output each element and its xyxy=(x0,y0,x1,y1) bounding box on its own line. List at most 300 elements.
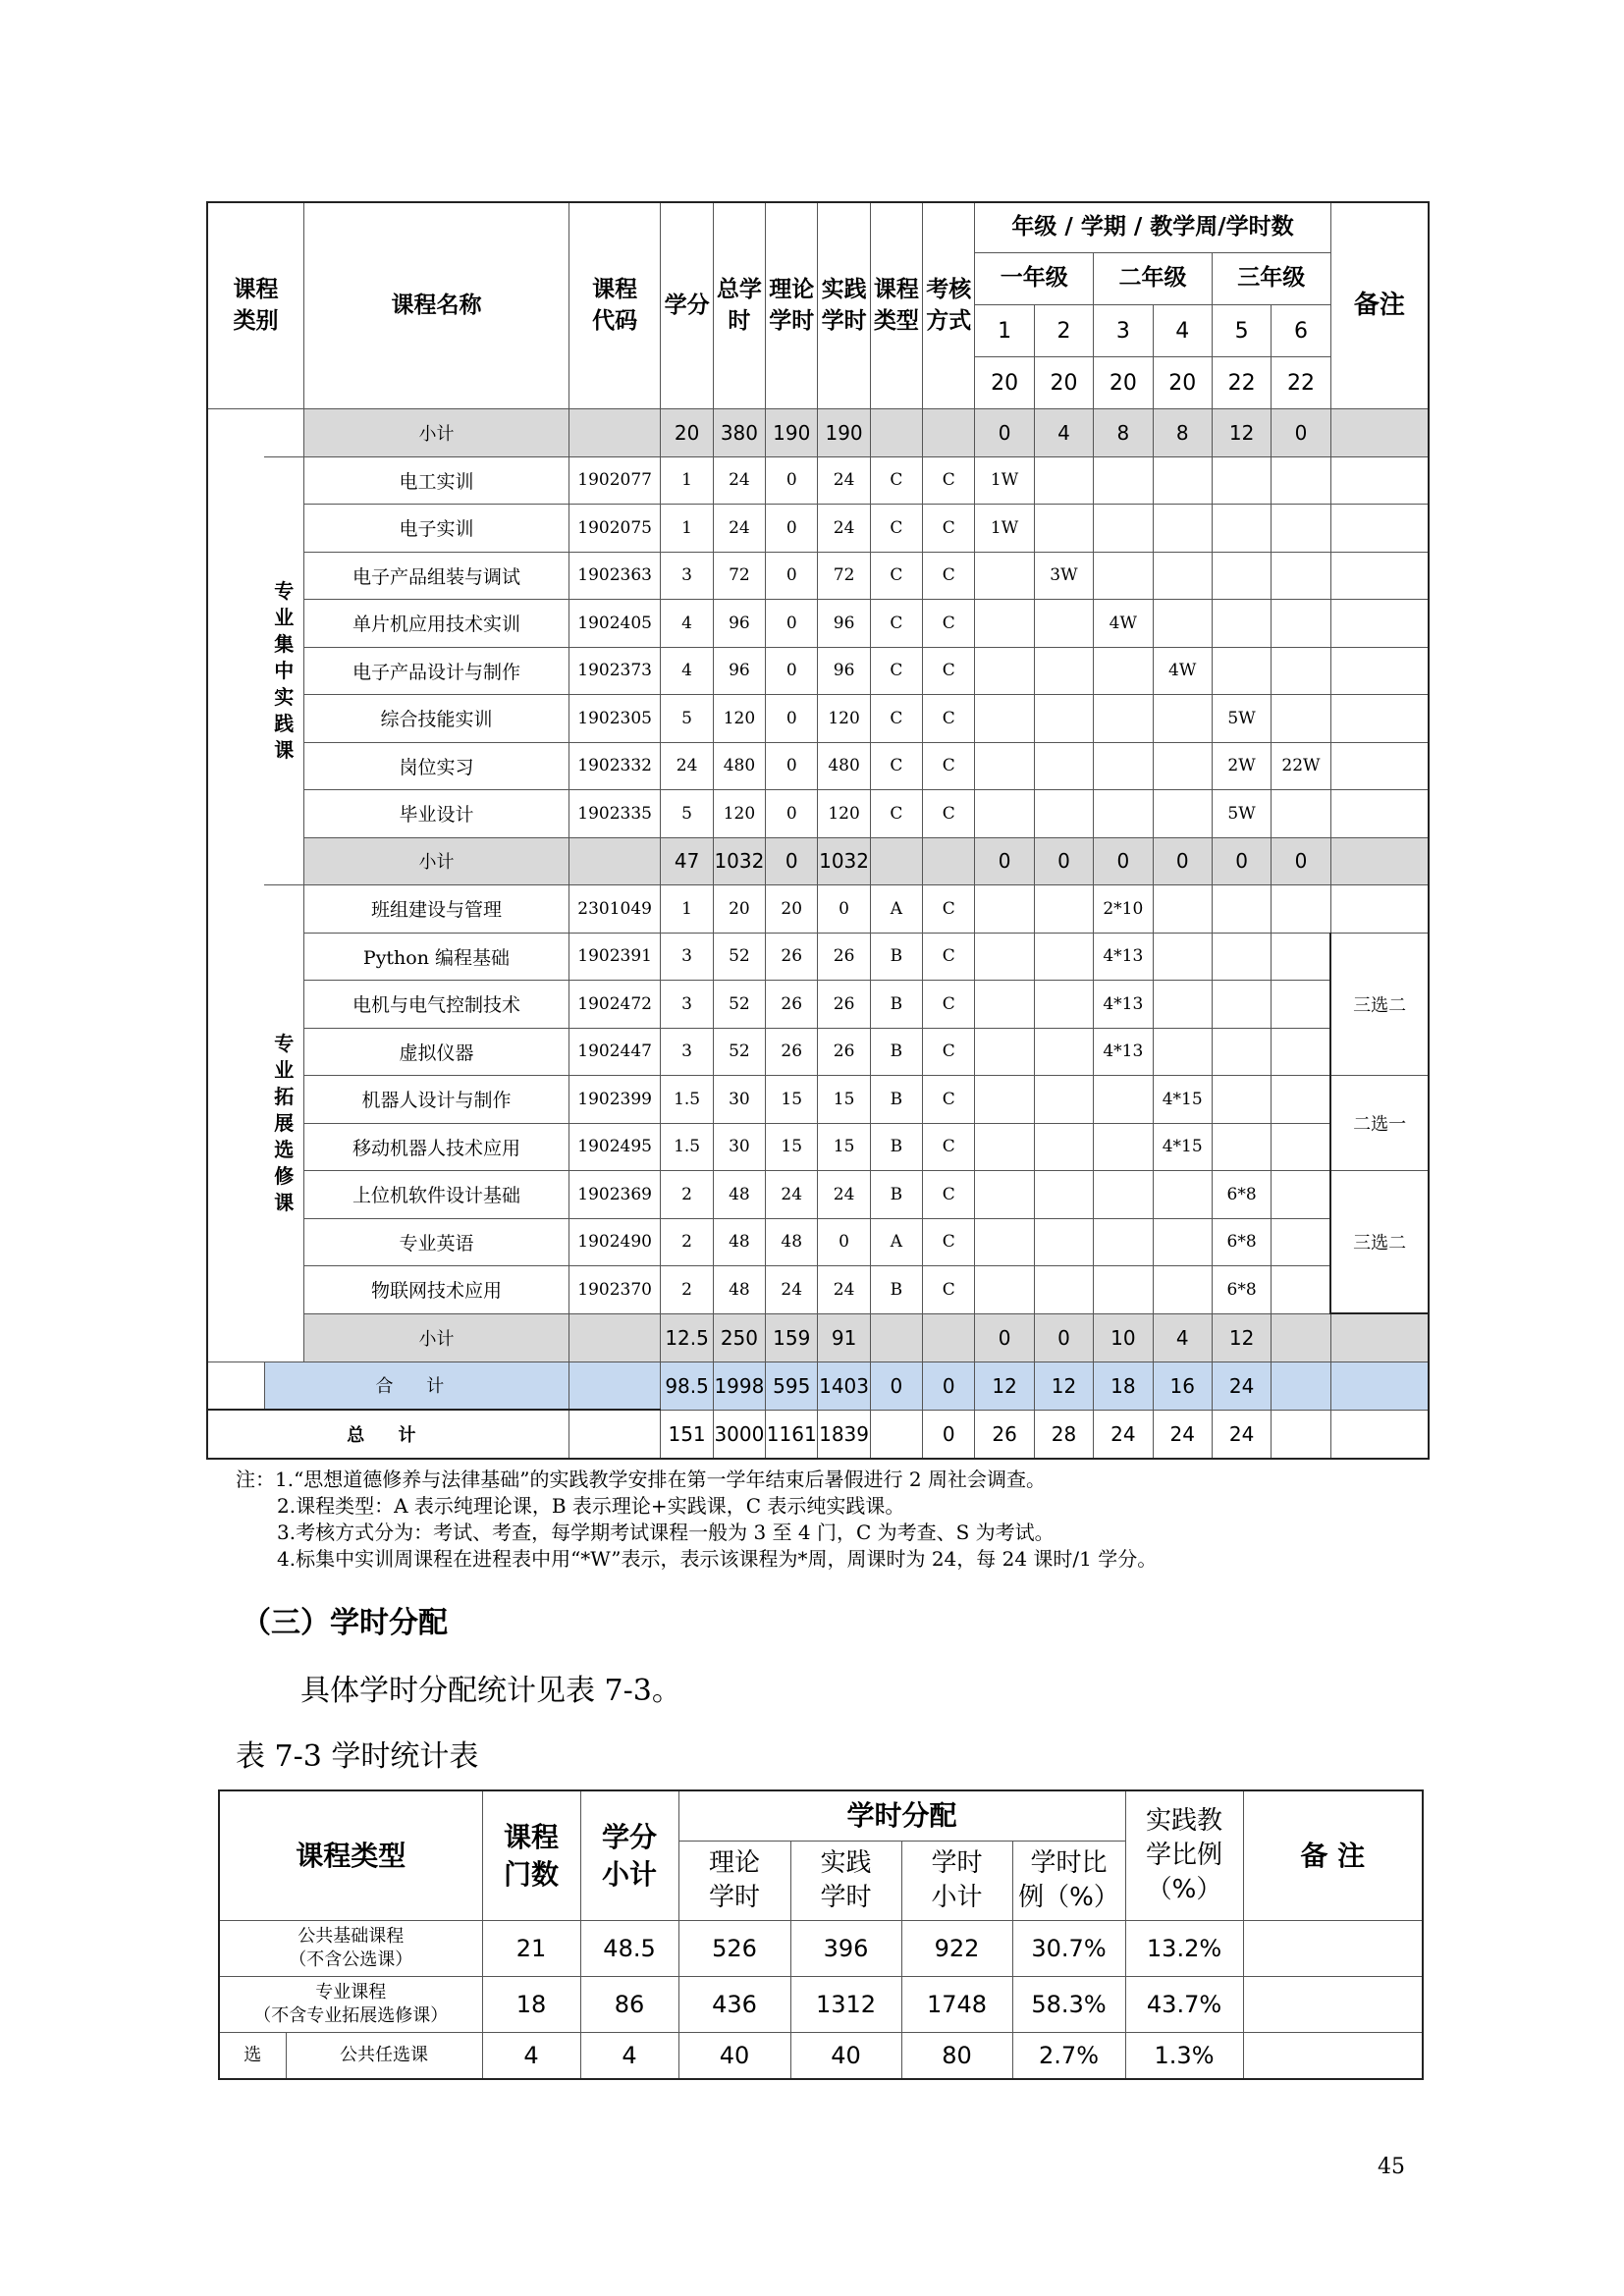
course-name: 电子产品组装与调试 xyxy=(304,552,569,600)
category-gutter xyxy=(264,409,303,457)
cell-term xyxy=(1272,1028,1330,1076)
cell-theory-hours: 15 xyxy=(766,1076,818,1124)
header-weeks: 20 xyxy=(1153,357,1212,409)
cell-credits: 12.5 xyxy=(661,1313,713,1362)
cell-term xyxy=(1094,1076,1153,1124)
cell-credits: 98.5 xyxy=(661,1362,713,1410)
table-row xyxy=(207,790,1429,838)
cell-term: 0 xyxy=(975,1313,1034,1362)
cell-term xyxy=(1094,742,1153,790)
cell-term xyxy=(1212,456,1271,505)
cell-practice: 91 xyxy=(818,1313,870,1362)
header-credits: 学分 xyxy=(661,202,713,409)
cell-term: 12 xyxy=(1034,1362,1093,1410)
cell-practice-hours: 24 xyxy=(818,1266,870,1314)
cell-theory-hours: 26 xyxy=(766,981,818,1029)
table-caption: 表 7-3 学时统计表 xyxy=(236,1739,479,1774)
category-label: 专业集中实践课 xyxy=(264,456,303,885)
cell-code: 1902363 xyxy=(568,552,661,600)
cell-remark xyxy=(1330,837,1429,885)
course-name: Python 编程基础 xyxy=(304,933,569,981)
course-name: 岗位实习 xyxy=(304,742,569,790)
cell-credits: 1 xyxy=(661,885,713,934)
course-name: 物联网技术应用 xyxy=(304,1266,569,1314)
grand-total-label: 总 计 xyxy=(207,1410,568,1459)
cell-code xyxy=(568,1362,661,1410)
cell-remark xyxy=(1330,1362,1429,1410)
cell-total-hours: 120 xyxy=(713,790,765,838)
cell-term: 16 xyxy=(1153,1362,1212,1410)
t2-row-prefix: 选 xyxy=(219,2033,286,2080)
cell-assessment: C xyxy=(923,742,975,790)
t2-cell-practice-ratio: 13.2% xyxy=(1125,1921,1243,1977)
cell-total-hours: 120 xyxy=(713,695,765,743)
header-weeks: 20 xyxy=(1094,357,1153,409)
cell-term xyxy=(1212,647,1271,695)
subtotal-label: 小计 xyxy=(304,837,569,885)
cell-term xyxy=(1034,981,1093,1029)
subtotal-label: 小计 xyxy=(304,1313,569,1362)
cell-course-type xyxy=(870,1313,922,1362)
cell-assessment: C xyxy=(923,1266,975,1314)
cell-theory-hours: 0 xyxy=(766,552,818,600)
cell-code: 1902369 xyxy=(568,1171,661,1219)
header-term: 1 xyxy=(975,305,1034,357)
cell-term xyxy=(1212,552,1271,600)
t2-cell-subtotal: 80 xyxy=(901,2033,1012,2080)
cell-term: 6*8 xyxy=(1212,1266,1271,1314)
cell-assessment xyxy=(923,1313,975,1362)
cell-course-type: B xyxy=(870,1171,922,1219)
cell-term: 28 xyxy=(1034,1410,1093,1459)
cell-remark xyxy=(1330,409,1429,457)
cell-term xyxy=(975,933,1034,981)
cell-code: 2301049 xyxy=(568,885,661,934)
t2-cell-practice: 40 xyxy=(790,2033,901,2080)
cell-term xyxy=(1153,790,1212,838)
cell-practice-hours: 26 xyxy=(818,933,870,981)
header-course-type: 课程 类型 xyxy=(870,202,922,409)
cell-assessment: C xyxy=(923,552,975,600)
cell-term xyxy=(1094,505,1153,553)
cell-term xyxy=(1034,695,1093,743)
cell-remark: 三选二 xyxy=(1330,1171,1429,1314)
cell-term xyxy=(1272,1076,1330,1124)
cell-term xyxy=(1212,1076,1271,1124)
cell-course-type: C xyxy=(870,790,922,838)
cell-credits: 5 xyxy=(661,695,713,743)
cell-theory-hours: 15 xyxy=(766,1123,818,1171)
cell-term xyxy=(1272,1313,1330,1362)
table-row xyxy=(207,409,1429,457)
cell-term: 4 xyxy=(1034,409,1093,457)
cell-code: 1902305 xyxy=(568,695,661,743)
cell-term: 0 xyxy=(1094,837,1153,885)
cell-course-type xyxy=(870,837,922,885)
cell-term: 22W xyxy=(1272,742,1330,790)
cell-course-type: A xyxy=(870,885,922,934)
cell-term xyxy=(1034,505,1093,553)
cell-course-type: C xyxy=(870,456,922,505)
cell-theory: 1161 xyxy=(766,1410,818,1459)
cell-term xyxy=(1272,1171,1330,1219)
cell-assessment xyxy=(923,837,975,885)
cell-term: 10 xyxy=(1094,1313,1153,1362)
cell-assessment: C xyxy=(923,981,975,1029)
cell-term xyxy=(975,742,1034,790)
cell-term xyxy=(1094,1218,1153,1266)
course-name: 电工实训 xyxy=(304,456,569,505)
cell-code xyxy=(568,837,661,885)
cell-total-hours: 30 xyxy=(713,1123,765,1171)
cell-theory-hours: 26 xyxy=(766,933,818,981)
cell-term: 8 xyxy=(1153,409,1212,457)
header-weeks: 22 xyxy=(1272,357,1330,409)
cell-term: 0 xyxy=(1034,837,1093,885)
cell-term xyxy=(1212,1028,1271,1076)
t2-cell-remark xyxy=(1243,2033,1423,2080)
cell-theory: 0 xyxy=(766,837,818,885)
table-row xyxy=(207,885,1429,934)
cell-credits: 3 xyxy=(661,981,713,1029)
cell-credits: 3 xyxy=(661,1028,713,1076)
cell-term: 1W xyxy=(975,505,1034,553)
header-course-code: 课程 代码 xyxy=(568,202,661,409)
table-row xyxy=(207,505,1429,553)
cell-term: 0 xyxy=(1212,837,1271,885)
cell-term xyxy=(1153,885,1212,934)
cell-theory-hours: 0 xyxy=(766,600,818,648)
cell-term xyxy=(975,1076,1034,1124)
t2-cell-subtotal: 1748 xyxy=(901,1977,1012,2033)
cell-term xyxy=(975,885,1034,934)
cell-term xyxy=(1034,1123,1093,1171)
cell-total-hours: 20 xyxy=(713,885,765,934)
t2-cell-credits: 4 xyxy=(580,2033,678,2080)
cell-term xyxy=(975,1171,1034,1219)
category-gutter xyxy=(207,409,264,457)
cell-term xyxy=(1272,981,1330,1029)
cell-term xyxy=(1094,456,1153,505)
t2-cell-credits: 48.5 xyxy=(580,1921,678,1977)
cell-total: 1998 xyxy=(713,1362,765,1410)
course-name: 电子产品设计与制作 xyxy=(304,647,569,695)
cell-term: 24 xyxy=(1212,1410,1271,1459)
cell-total: 3000 xyxy=(713,1410,765,1459)
t2-cell-remark xyxy=(1243,1921,1423,1977)
cell-total-hours: 24 xyxy=(713,456,765,505)
cell-assessment: C xyxy=(923,456,975,505)
t2-header-hours-alloc: 学时分配 xyxy=(678,1790,1125,1842)
cell-code: 1902472 xyxy=(568,981,661,1029)
cell-course-type: C xyxy=(870,695,922,743)
cell-term xyxy=(975,600,1034,648)
cell-remark xyxy=(1330,695,1429,743)
cell-term xyxy=(1212,505,1271,553)
table-row xyxy=(207,1028,1429,1076)
cell-term: 4*13 xyxy=(1094,933,1153,981)
cell-total-hours: 96 xyxy=(713,600,765,648)
course-schedule-table xyxy=(206,201,1430,1460)
cell-term xyxy=(1272,790,1330,838)
cell-credits: 4 xyxy=(661,647,713,695)
cell-term: 12 xyxy=(975,1362,1034,1410)
cell-assess: 0 xyxy=(923,1410,975,1459)
cell-assessment: C xyxy=(923,695,975,743)
cell-total-hours: 48 xyxy=(713,1266,765,1314)
cell-theory-hours: 20 xyxy=(766,885,818,934)
cell-type: 0 xyxy=(870,1362,922,1410)
cell-term xyxy=(1094,552,1153,600)
cell-code: 1902405 xyxy=(568,600,661,648)
section-heading: （三）学时分配 xyxy=(242,1606,448,1640)
t2-cell-ratio: 30.7% xyxy=(1012,1921,1125,1977)
table-row xyxy=(207,1123,1429,1171)
cell-total-hours: 24 xyxy=(713,505,765,553)
table-row xyxy=(207,1266,1429,1314)
note-line: 4.标集中实训周课程在进程表中用“*W”表示，表示该课程为*周，周课时为 24，每 24 课时/1 学分。 xyxy=(277,1547,1158,1571)
cell-term xyxy=(1153,505,1212,553)
cell-term: 2W xyxy=(1212,742,1271,790)
cell-term xyxy=(1034,742,1093,790)
cell-theory-hours: 24 xyxy=(766,1171,818,1219)
table-row xyxy=(207,1218,1429,1266)
t2-cell-subtotal: 922 xyxy=(901,1921,1012,1977)
cell-total-hours: 52 xyxy=(713,1028,765,1076)
cell-practice-hours: 0 xyxy=(818,885,870,934)
t2-header-credits: 学分 小计 xyxy=(580,1790,678,1921)
table-row xyxy=(207,1362,1429,1410)
table-row xyxy=(207,552,1429,600)
header-practice-hours: 实践 学时 xyxy=(818,202,870,409)
header-term: 3 xyxy=(1094,305,1153,357)
header-category: 课程 类别 xyxy=(207,202,304,409)
cell-term: 4W xyxy=(1094,600,1153,648)
note-line: 2.课程类型：A 表示纯理论课，B 表示理论+实践课，C 表示纯实践课。 xyxy=(277,1494,905,1518)
cell-term xyxy=(975,647,1034,695)
cell-term xyxy=(1034,1028,1093,1076)
t2-cell-theory: 526 xyxy=(678,1921,790,1977)
cell-assessment: C xyxy=(923,1171,975,1219)
cell-remark xyxy=(1330,552,1429,600)
cell-total: 250 xyxy=(713,1313,765,1362)
cell-remark: 三选二 xyxy=(1330,933,1429,1076)
course-name: 单片机应用技术实训 xyxy=(304,600,569,648)
cell-credits: 47 xyxy=(661,837,713,885)
t2-header-count: 课程 门数 xyxy=(482,1790,580,1921)
cell-course-type: C xyxy=(870,647,922,695)
cell-term xyxy=(1212,981,1271,1029)
cell-term xyxy=(1094,1123,1153,1171)
cell-term xyxy=(1212,885,1271,934)
cell-term xyxy=(1272,456,1330,505)
cell-term xyxy=(1272,600,1330,648)
paragraph: 具体学时分配统计见表 7-3。 xyxy=(300,1674,681,1708)
table-row xyxy=(207,981,1429,1029)
cell-course-type: A xyxy=(870,1218,922,1266)
cell-assess: 0 xyxy=(923,1362,975,1410)
cell-assessment: C xyxy=(923,647,975,695)
cell-theory-hours: 0 xyxy=(766,695,818,743)
cell-total-hours: 48 xyxy=(713,1218,765,1266)
cell-credits: 1 xyxy=(661,505,713,553)
cell-code xyxy=(568,1313,661,1362)
t2-cell-credits: 86 xyxy=(580,1977,678,2033)
cell-credits: 3 xyxy=(661,933,713,981)
course-name: 班组建设与管理 xyxy=(304,885,569,934)
cell-term xyxy=(1094,1171,1153,1219)
cell-term xyxy=(1272,505,1330,553)
cell-term xyxy=(1272,885,1330,934)
header-term: 2 xyxy=(1034,305,1093,357)
header-grade-2: 二年级 xyxy=(1094,253,1213,305)
table-row xyxy=(207,1410,1429,1459)
cell-total-hours: 30 xyxy=(713,1076,765,1124)
cell-term xyxy=(1153,933,1212,981)
header-theory-hours: 理论 学时 xyxy=(766,202,818,409)
cell-theory-hours: 26 xyxy=(766,1028,818,1076)
cell-term xyxy=(1212,1123,1271,1171)
cell-term: 0 xyxy=(975,409,1034,457)
cell-total-hours: 480 xyxy=(713,742,765,790)
cell-term: 0 xyxy=(1034,1313,1093,1362)
cell-term xyxy=(1034,1076,1093,1124)
cell-total-hours: 52 xyxy=(713,933,765,981)
cell-term: 24 xyxy=(1212,1362,1271,1410)
cell-assessment: C xyxy=(923,1028,975,1076)
cell-credits: 4 xyxy=(661,600,713,648)
cell-term: 4 xyxy=(1153,1313,1212,1362)
cell-assessment: C xyxy=(923,1123,975,1171)
cell-theory: 595 xyxy=(766,1362,818,1410)
cell-term xyxy=(1272,933,1330,981)
cell-practice-hours: 120 xyxy=(818,695,870,743)
cell-credits: 1.5 xyxy=(661,1076,713,1124)
cell-assessment: C xyxy=(923,1076,975,1124)
cell-term xyxy=(1272,1266,1330,1314)
cell-credits: 2 xyxy=(661,1171,713,1219)
cell-theory-hours: 0 xyxy=(766,790,818,838)
cell-assessment: C xyxy=(923,1218,975,1266)
hours-statistics-table xyxy=(218,1789,1424,2080)
cell-total-hours: 48 xyxy=(713,1171,765,1219)
cell-credits: 20 xyxy=(661,409,713,457)
cell-term xyxy=(1272,1218,1330,1266)
cell-theory-hours: 0 xyxy=(766,505,818,553)
header-schedule: 年级 / 学期 / 教学周/学时数 xyxy=(975,202,1330,253)
course-name: 专业英语 xyxy=(304,1218,569,1266)
t2-header-practice-ratio: 实践教 学比例 （%） xyxy=(1125,1790,1243,1921)
t2-row-label: 公共基础课程 （不含公选课） xyxy=(219,1921,482,1977)
cell-term xyxy=(1153,1171,1212,1219)
cell-remark xyxy=(1330,647,1429,695)
cell-total-hours: 380 xyxy=(713,409,765,457)
header-remarks: 备注 xyxy=(1330,202,1429,409)
cell-credits: 2 xyxy=(661,1218,713,1266)
cell-term xyxy=(1212,933,1271,981)
t2-cell-practice-ratio: 43.7% xyxy=(1125,1977,1243,2033)
header-grade-1: 一年级 xyxy=(975,253,1094,305)
course-name: 电子实训 xyxy=(304,505,569,553)
cell-practice-hours: 26 xyxy=(818,1028,870,1076)
cell-credits: 2 xyxy=(661,1266,713,1314)
cell-term xyxy=(1153,1266,1212,1314)
cell-term xyxy=(1094,1266,1153,1314)
page-number: 45 xyxy=(1378,2155,1405,2179)
cell-assessment: C xyxy=(923,600,975,648)
sum-label: 合 计 xyxy=(264,1362,568,1410)
cell-code: 1902075 xyxy=(568,505,661,553)
cell-term: 4*13 xyxy=(1094,981,1153,1029)
cell-credits: 1 xyxy=(661,456,713,505)
cell-practice: 1032 xyxy=(818,837,870,885)
t2-cell-theory: 436 xyxy=(678,1977,790,2033)
cell-code: 1902332 xyxy=(568,742,661,790)
header-weeks: 20 xyxy=(975,357,1034,409)
cell-term: 0 xyxy=(1272,409,1330,457)
cell-code: 1902490 xyxy=(568,1218,661,1266)
cell-theory-hours: 0 xyxy=(766,456,818,505)
category-label: 专业拓展选修课 xyxy=(264,885,303,1362)
cell-assessment: C xyxy=(923,933,975,981)
cell-term xyxy=(1153,1028,1212,1076)
cell-course-type: C xyxy=(870,742,922,790)
cell-term xyxy=(975,790,1034,838)
cell-term: 2*10 xyxy=(1094,885,1153,934)
cell-practice-hours: 72 xyxy=(818,552,870,600)
cell-remark xyxy=(1330,505,1429,553)
cell-total-hours: 96 xyxy=(713,647,765,695)
cell-term xyxy=(1034,885,1093,934)
category-gutter xyxy=(207,1362,264,1410)
t2-cell-practice: 396 xyxy=(790,1921,901,1977)
cell-practice-hours: 26 xyxy=(818,981,870,1029)
cell-practice-hours: 24 xyxy=(818,1171,870,1219)
t2-header-subtotal: 学时 小计 xyxy=(901,1842,1012,1921)
t2-row-label: 公共任选课 xyxy=(286,2033,482,2080)
cell-term: 4*13 xyxy=(1094,1028,1153,1076)
cell-term: 4*15 xyxy=(1153,1076,1212,1124)
cell-remark xyxy=(1330,1313,1429,1362)
cell-term xyxy=(975,981,1034,1029)
cell-term xyxy=(975,552,1034,600)
cell-remark xyxy=(1330,885,1429,934)
cell-code xyxy=(568,409,661,457)
table-notes xyxy=(236,1467,1157,1573)
cell-term: 0 xyxy=(1153,837,1212,885)
t2-cell-remark xyxy=(1243,1977,1423,2033)
cell-term xyxy=(1153,695,1212,743)
cell-code: 1902335 xyxy=(568,790,661,838)
t2-cell-ratio: 58.3% xyxy=(1012,1977,1125,2033)
cell-term xyxy=(1272,647,1330,695)
subtotal-label: 小计 xyxy=(304,409,569,457)
table-row xyxy=(207,695,1429,743)
cell-term: 24 xyxy=(1094,1410,1153,1459)
t2-cell-count: 4 xyxy=(482,2033,580,2080)
cell-remark xyxy=(1330,456,1429,505)
cell-term xyxy=(1272,552,1330,600)
cell-practice: 1403 xyxy=(818,1362,870,1410)
cell-total: 1032 xyxy=(713,837,765,885)
cell-code: 1902391 xyxy=(568,933,661,981)
cell-term xyxy=(975,1218,1034,1266)
cell-credits: 1.5 xyxy=(661,1123,713,1171)
cell-practice-hours: 24 xyxy=(818,456,870,505)
cell-course-type: B xyxy=(870,933,922,981)
cell-credits: 3 xyxy=(661,552,713,600)
cell-remark xyxy=(1330,742,1429,790)
